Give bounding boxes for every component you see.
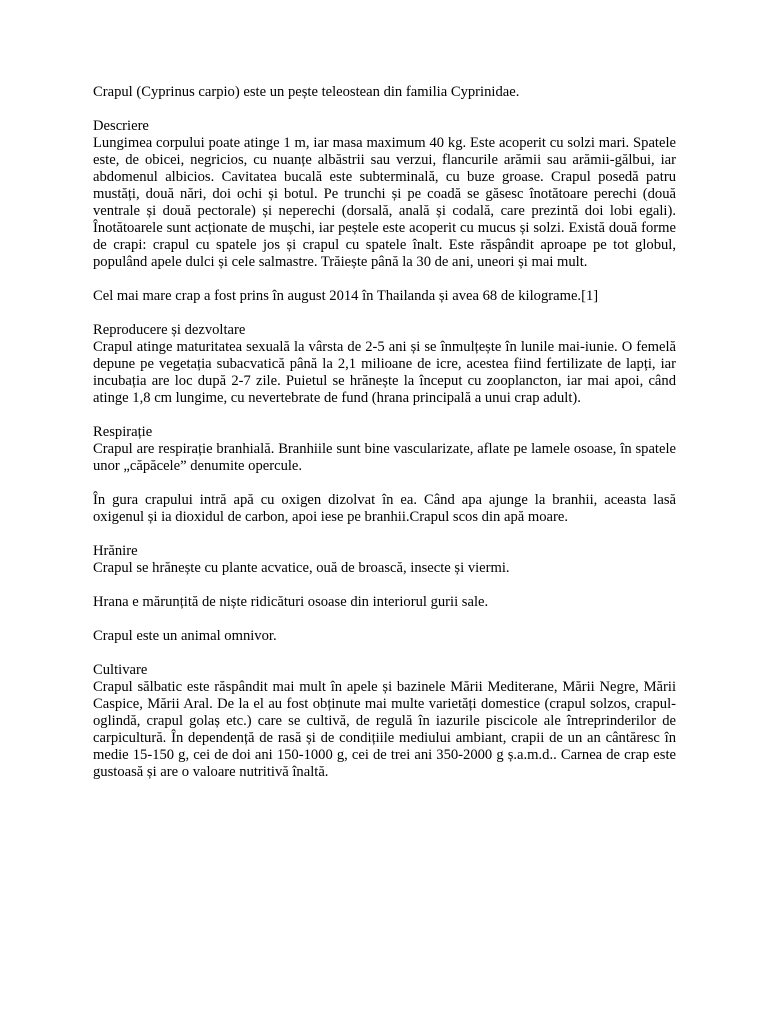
paragraph: În gura crapului intră apă cu oxigen dizolvat în ea. Când apa ajunge la branhii, aceasta lasă oxigenul și ia dioxidul de carbon, apoi iese pe branhii.Crapul scos din apă moare. (93, 492, 676, 525)
section-respiratie (93, 424, 676, 526)
section-heading-respiratie: Respirație (93, 424, 153, 440)
paragraph: Crapul se hrănește cu plante acvatice, ouă de broască, insecte și viermi. (93, 560, 510, 576)
section-heading-descriere: Descriere (93, 118, 149, 134)
paragraph: Crapul este un animal omnivor. (93, 628, 277, 644)
intro-paragraph: Crapul (Cyprinus carpio) este un pește teleostean din familia Cyprinidae. (93, 84, 520, 100)
paragraph: Hrana e mărunțită de niște ridicături osoase din interiorul gurii sale. (93, 594, 489, 610)
section-heading-reproducere: Reproducere și dezvoltare (93, 322, 246, 338)
section-body-respiratie (93, 441, 676, 526)
section-body-descriere (93, 135, 676, 305)
section-body-reproducere (93, 339, 676, 407)
paragraph: Crapul sălbatic este răspândit mai mult în apele și bazinele Mării Mediterane, Mării Negre, Mării Caspice, Mării Aral. De la el au fost obținute mai multe varietăți domestice (crapul solzos, crapul-oglindă, crapul golaș etc.) care se cultivă, de regulă în iazurile piscicole ale întreprinderilor de carpicultură. În dependență de rasă și de condițiile mediului ambiant, crapii de un an cântăresc în medie 15-150 g, cei de doi ani 150-1000 g, cei de trei ani 350-2000 g ș.a.m.d.. Carnea de crap este gustoasă și are o valoare nutritivă înaltă. (93, 679, 676, 780)
paragraph: Crapul are respirație branhială. Branhiile sunt bine vascularizate, aflate pe lamele osoase, în spatele unor „căpăcele” denumite opercule. (93, 441, 676, 474)
section-cultivare (93, 662, 676, 781)
section-hranire (93, 543, 676, 645)
section-reproducere (93, 322, 676, 407)
section-body-hranire (93, 560, 676, 645)
section-heading-cultivare: Cultivare (93, 662, 148, 678)
document-page (93, 84, 676, 798)
section-body-cultivare (93, 679, 676, 781)
paragraph: Cel mai mare crap a fost prins în august 2014 în Thailanda și avea 68 de kilograme.[1] (93, 288, 599, 304)
section-descriere (93, 118, 676, 305)
paragraph: Crapul atinge maturitatea sexuală la vârsta de 2-5 ani și se înmulțește în lunile mai-iunie. O femelă depune pe vegetația subacvatică până la 2,1 milioane de icre, acestea fiind fertilizate de lapți, iar incubația are loc după 2-7 zile. Puietul se hrănește la început cu zooplancton, iar mai apoi, când atinge 1,8 cm lungime, cu nevertebrate de fund (hrana principală a unui crap adult). (93, 339, 676, 406)
section-heading-hranire: Hrănire (93, 543, 138, 559)
paragraph: Lungimea corpului poate atinge 1 m, iar masa maximum 40 kg. Este acoperit cu solzi mari. Spatele este, de obicei, negricios, cu nuanțe albăstrii sau verzui, flancurile arămii sau arămii-gălbui, iar abdomenul albicios. Cavitatea bucală este subterminală, cu buze groase. Crapul posedă patru mustăți, două nări, doi ochi și botul. Pe trunchi și pe coadă se găsesc înotătoare perechi (două ventrale și două pectorale) și neperechi (dorsală, anală și codală, care prezintă doi lobi egali). Înotătoarele sunt acționate de mușchi, iar peștele este acoperit cu mucus și solzi. Există două forme de crapi: crapul cu spatele jos și crapul cu spatele înalt. Este răspândit aproape pe tot globul, populând apele dulci și cele salmastre. Trăiește până la 30 de ani, uneori și mai mult. (93, 135, 676, 270)
